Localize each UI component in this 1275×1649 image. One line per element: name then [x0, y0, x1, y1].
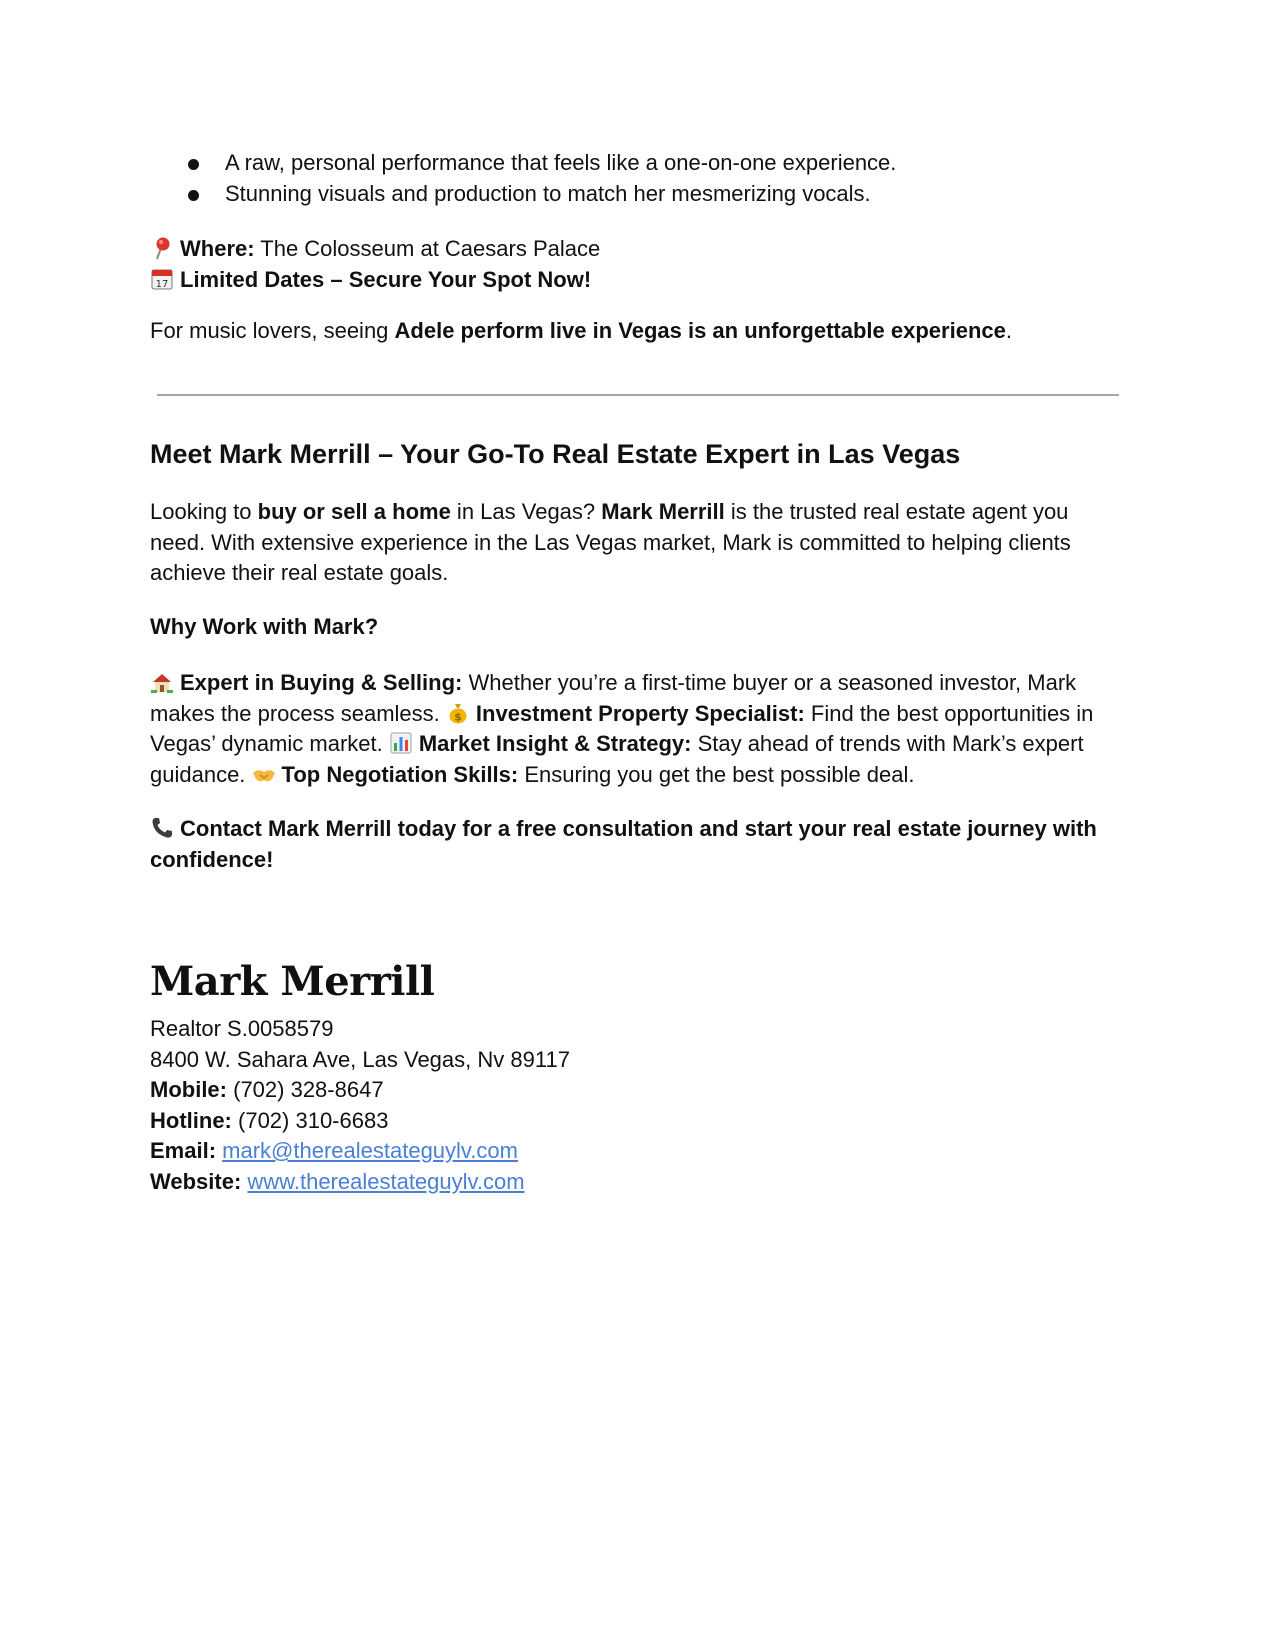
svg-text:17: 17: [155, 278, 169, 290]
feature-title: Investment Property Specialist:: [475, 700, 805, 726]
bullet-text: A raw, personal performance that feels like a one-on-one experience.: [225, 150, 897, 175]
intro-emphasis: buy or sell a home: [257, 499, 451, 524]
website-line: [150, 1167, 570, 1198]
svg-text:$: $: [454, 710, 462, 723]
mobile-line: [150, 1075, 570, 1106]
intro-text: Looking to: [150, 499, 258, 524]
feature-text: Ensuring you get the best possible deal.: [518, 761, 915, 787]
intro-paragraph: [150, 497, 1125, 589]
website-label: Website:: [150, 1168, 242, 1194]
bullet-icon: [188, 159, 199, 170]
feature-title: Market Insight & Strategy:: [418, 731, 692, 756]
email-label: Email:: [150, 1138, 217, 1163]
round-pushpin-icon: [150, 236, 174, 260]
dates-text: Limited Dates – Secure Your Spot Now!: [180, 266, 592, 292]
why-heading: Why Work with Mark?: [150, 614, 379, 639]
website-link[interactable]: www.therealestateguylv.com: [247, 1168, 525, 1194]
feature-title: Expert in Buying & Selling:: [180, 670, 463, 695]
telephone-receiver-icon: [150, 816, 174, 840]
where-line: [150, 234, 600, 265]
features-paragraph: [150, 668, 1125, 790]
calendar-icon: [150, 267, 174, 291]
bullet-icon: [188, 190, 199, 201]
intro-text: in Las Vegas?: [450, 499, 602, 524]
bar-chart-icon: [389, 731, 413, 755]
contact-call-to-action: [150, 814, 1125, 875]
house-with-garden-icon: [150, 670, 174, 694]
features-bullet-list: [150, 148, 896, 209]
music-lovers-paragraph: [150, 316, 1012, 347]
feature-text: Whether you’re a first-time buyer or a seasoned investor, Mark makes the process seamless.: [150, 670, 1077, 726]
feature-text: Find the best opportunities in Vegas’ dynamic market.: [150, 700, 1094, 756]
lovers-end: .: [1005, 318, 1012, 343]
address-line: 8400 W. Sahara Ave, Las Vegas, Nv 89117: [150, 1046, 570, 1072]
money-bag-icon: [446, 701, 470, 725]
email-line: [150, 1136, 570, 1167]
where-label: Where:: [180, 236, 255, 261]
email-link[interactable]: mark@therealestateguylv.com: [222, 1138, 518, 1163]
intro-emphasis: Mark Merrill: [601, 499, 725, 524]
bullet-text: Stunning visuals and production to match her mesmerizing vocals.: [225, 180, 871, 206]
signature-block: [150, 1014, 570, 1197]
license-line: Realtor S.0058579: [150, 1016, 334, 1041]
feature-text: Stay ahead of trends with Mark’s expert guidance.: [150, 731, 1084, 787]
hotline-line: [150, 1106, 570, 1137]
contact-text: Contact Mark Merrill today for a free consultation and start your real estate journey with confidence!: [150, 816, 1097, 872]
intro-text: is the trusted real estate agent you need. With extensive experience in the Las Vegas market, Mark is committed to helping clients achieve their real estate goals.: [150, 499, 1071, 585]
hotline-label: Hotline:: [150, 1107, 232, 1133]
event-details: [150, 234, 600, 295]
list-item: [150, 179, 896, 210]
list-item: [150, 148, 896, 179]
lovers-emphasis: Adele perform live in Vegas is an unforgettable experience: [394, 318, 1006, 343]
hotline-value: (702) 310-6683: [231, 1107, 389, 1133]
signature-name: Mark Merrill: [150, 958, 435, 1005]
mobile-label: Mobile:: [150, 1077, 227, 1102]
horizontal-divider: [157, 394, 1119, 396]
section-heading: Meet Mark Merrill – Your Go-To Real Estate Expert in Las Vegas: [150, 439, 961, 469]
dates-line: [150, 265, 600, 296]
feature-title: Top Negotiation Skills:: [281, 761, 519, 787]
handshake-icon: [252, 762, 276, 786]
where-value: The Colosseum at Caesars Palace: [254, 236, 601, 261]
lovers-text: For music lovers, seeing: [150, 318, 395, 343]
mobile-value: (702) 328-8647: [227, 1077, 384, 1102]
